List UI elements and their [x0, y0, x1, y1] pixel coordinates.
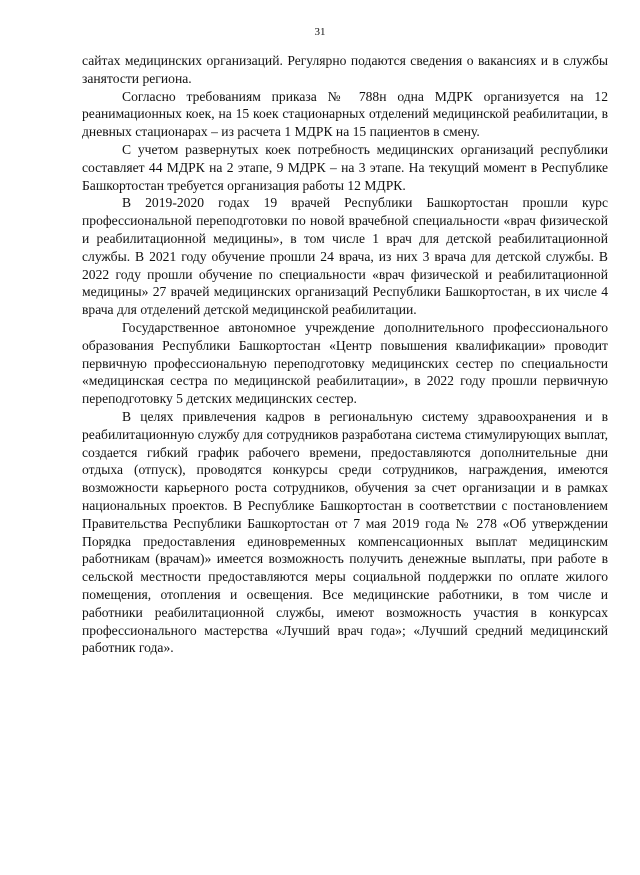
document-body — [82, 52, 608, 657]
paragraph-mdrk-requirements: Согласно требованиям приказа № 788н одна МДРК организуется на 12 реанимационных коек, на 15 коек стационарных отделений медицинской реабилитации, в дневных стационарах – из расчета 1 МДРК на 15 пациентов в смену. — [82, 88, 608, 140]
paragraph-mdrk-need: С учетом развернутых коек потребность медицинских организаций республики составляет 44 МДРК на 2 этапе, 9 МДРК – на 3 этапе. На текущий момент в Республике Башкортостан требуется организация работы 12 МДРК. — [82, 141, 608, 193]
paragraph-staff-incentives: В целях привлечения кадров в региональную систему здравоохранения и в реабилитационную службу для сотрудников разработана система стимулирующих выплат, создается гибкий график рабочего времени, предоставляются дополнительные дни отдыха (отпуск), проводятся конкурсы среди сотрудников, награждения, имеются возможности карьерного роста сотрудников, обучения за счет организации и в рамках национальных проектов. В Республике Башкортостан в соответствии с постановлением Правительства Республики Башкортостан от 7 мая 2019 года № 278 «Об утверждении Порядка предоставления единовременных компенсационных выплат медицинским работникам (врачам)» имеется возможность получить денежные выплаты, при работе в сельской местности предоставляются меры социальной поддержки по оплате жилого помещения, отопления и освещения. Все медицинские работники, в том числе и работники реабилитационной службы, имеют возможность участия в конкурсах профессионального мастерства «Лучший врач года»; «Лучший средний медицинский работник года». — [82, 408, 608, 656]
page-number: 31 — [314, 26, 326, 38]
paragraph-nurse-training: Государственное автономное учреждение дополнительного профессионального образования Республики Башкортостан «Центр повышения квалификации» проводит первичную профессиональную переподготовку медицинских сестер по специальности «медицинская сестра по медицинской реабилитации», в 2022 году прошли первичную переподготовку 5 детских медицинских сестер. — [82, 319, 608, 407]
paragraph-1-continuation: сайтах медицинских организаций. Регулярно подаются сведения о вакансиях и в службы занятости региона. — [82, 53, 608, 86]
paragraph-doctor-training: В 2019-2020 годах 19 врачей Республики Башкортостан прошли курс профессиональной переподготовки по новой врачебной специальности «врач физической и реабилитационной медицины», в том числе 1 врач для детской реабилитационной службы. В 2021 году обучение прошли 24 врача, из них 3 врача для детской службы. В 2022 году прошли обучение по специальности «врач физической и реабилитационной медицины» 27 врачей медицинских организаций Республики Башкортостан, в их числе 4 врача для отделений детской медицинской реабилитации. — [82, 195, 608, 318]
